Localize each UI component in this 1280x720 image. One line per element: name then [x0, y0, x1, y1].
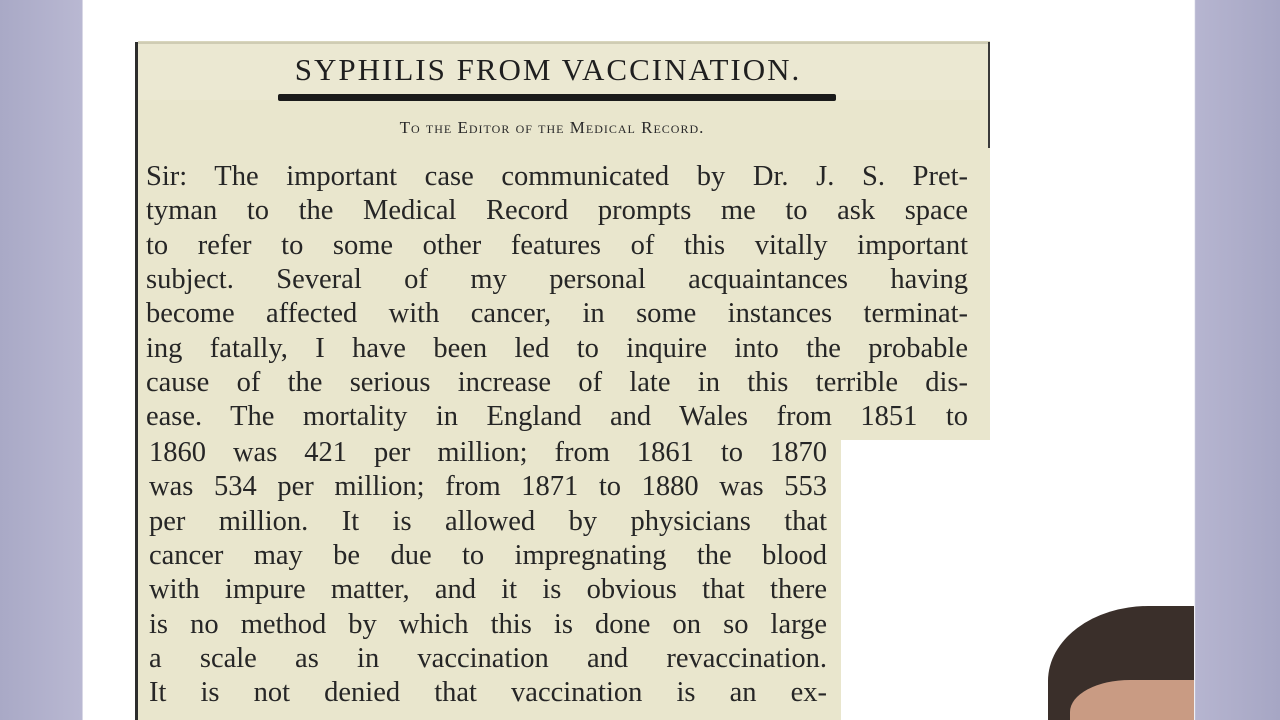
- text-line: It is not denied that vaccination is an ex-: [149, 677, 827, 709]
- text-line: is no method by which this is done on so large: [149, 608, 827, 640]
- presenter-partial: [1040, 606, 1194, 720]
- text-line: cause of the serious increase of late in this terrible dis-: [146, 366, 968, 398]
- text-line: subject. Several of my personal acquaintances having: [146, 263, 968, 295]
- text-line: 1860 was 421 per million; from 1861 to 1870: [149, 437, 827, 468]
- article-headline: SYPHILIS FROM VACCINATION.: [294, 52, 802, 87]
- column-rule: [988, 42, 990, 148]
- text-line: become affected with cancer, in some instances terminat-: [146, 298, 968, 330]
- text-line: ease. The mortality in England and Wales from 1851 to: [146, 401, 968, 433]
- text-line: Sir: The important case communicated by Dr. J. S. Pret-: [146, 161, 968, 192]
- text-line: tyman to the Medical Record prompts me to ask space: [146, 195, 968, 227]
- text-line: per million. It is allowed by physicians that: [149, 505, 827, 537]
- text-line: was 534 per million; from 1871 to 1880 was 553: [149, 471, 827, 503]
- text-line: a scale as in vaccination and revaccination.: [149, 642, 827, 674]
- text-line: with impure matter, and it is obvious that there: [149, 574, 827, 606]
- text-line: ing fatally, I have been led to inquire into the probable: [146, 332, 968, 364]
- text-line: to refer to some other features of this vitally important: [146, 229, 968, 261]
- article-subheading: To the Editor of the Medical Record.: [399, 118, 705, 137]
- text-line: cancer may be due to impregnating the blood: [149, 539, 827, 571]
- headline-underline: [278, 94, 836, 101]
